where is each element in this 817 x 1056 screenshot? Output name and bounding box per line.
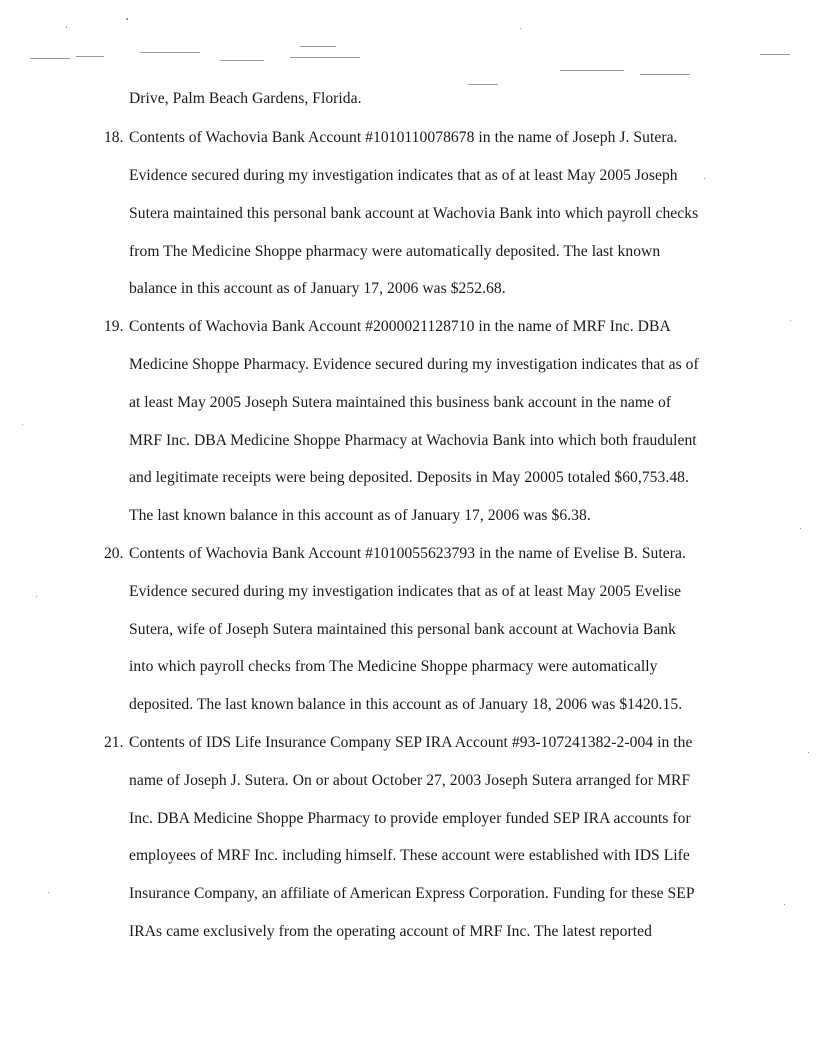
item-line: Contents of Wachovia Bank Account #1010055623793 in the name of Evelise B. Sutera.: [129, 545, 686, 562]
item-line: name of Joseph J. Sutera. On or about October 27, 2003 Joseph Sutera arranged for MRF: [129, 772, 691, 789]
item-line: Medicine Shoppe Pharmacy. Evidence secured during my investigation indicates that as of: [129, 356, 699, 373]
item-line: deposited. The last known balance in this account as of January 18, 2006 was $1420.15.: [129, 696, 683, 713]
item-number: 20.: [104, 545, 124, 562]
item-number: 18.: [104, 129, 124, 146]
item-line: balance in this account as of January 17, 2006 was $252.68.: [129, 280, 506, 297]
item-line: Evidence secured during my investigation indicates that as of at least May 2005 Evelise: [129, 583, 682, 600]
item-line: Insurance Company, an affiliate of American Express Corporation. Funding for these SEP: [129, 885, 695, 902]
item-number: 19.: [104, 318, 124, 335]
item-line: Contents of IDS Life Insurance Company SEP IRA Account #93-107241382-2-004 in the: [129, 734, 693, 751]
item-number: 21.: [104, 734, 124, 751]
item-line: Contents of Wachovia Bank Account #2000021128710 in the name of MRF Inc. DBA: [129, 318, 671, 335]
item-line: Evidence secured during my investigation indicates that as of at least May 2005 Joseph: [129, 167, 678, 184]
item-line: IRAs came exclusively from the operating account of MRF Inc. The latest reported: [129, 923, 652, 940]
item-line: Sutera, wife of Joseph Sutera maintained this personal bank account at Wachovia Bank: [129, 621, 676, 638]
item-line: into which payroll checks from The Medicine Shoppe pharmacy were automatically: [129, 658, 658, 675]
item-line: at least May 2005 Joseph Sutera maintained this business bank account in the name of: [129, 394, 672, 411]
continuation-line: Drive, Palm Beach Gardens, Florida.: [129, 90, 362, 107]
item-line: The last known balance in this account as of January 17, 2006 was $6.38.: [129, 507, 591, 524]
item-line: Sutera maintained this personal bank account at Wachovia Bank into which payroll checks: [129, 205, 699, 222]
item-line: and legitimate receipts were being deposited. Deposits in May 20005 totaled $60,753.48.: [129, 469, 689, 486]
item-line: employees of MRF Inc. including himself. These account were established with IDS Life: [129, 847, 690, 864]
item-line: MRF Inc. DBA Medicine Shoppe Pharmacy at Wachovia Bank into which both fraudulent: [129, 432, 697, 449]
item-line: from The Medicine Shoppe pharmacy were automatically deposited. The last known: [129, 243, 661, 260]
item-line: Inc. DBA Medicine Shoppe Pharmacy to provide employer funded SEP IRA accounts for: [129, 810, 691, 827]
item-line: Contents of Wachovia Bank Account #1010110078678 in the name of Joseph J. Sutera.: [129, 129, 678, 146]
